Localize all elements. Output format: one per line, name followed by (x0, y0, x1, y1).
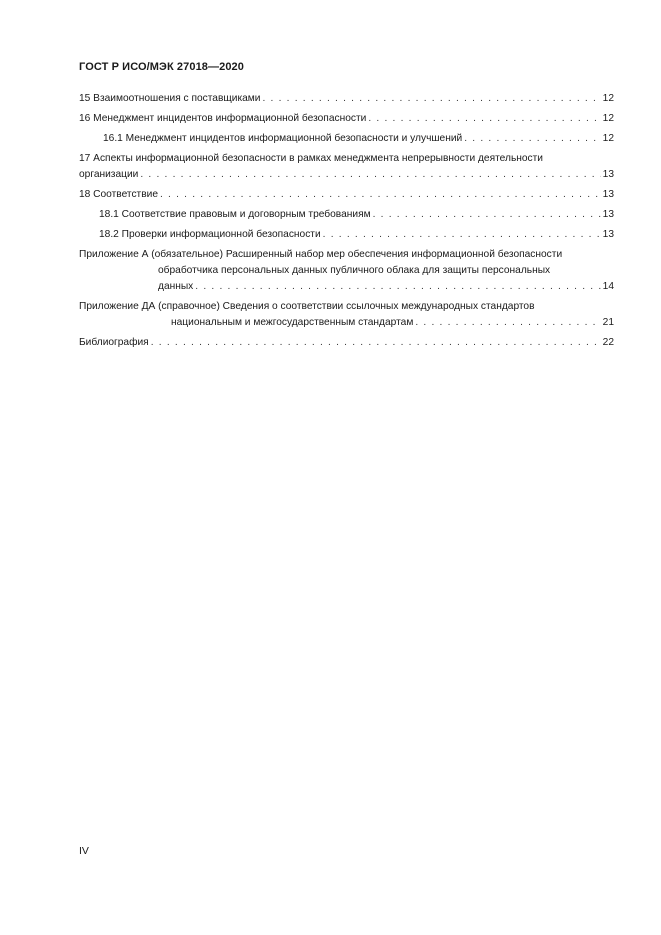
toc-entry (79, 111, 614, 127)
toc-entry-page: 13 (602, 229, 614, 240)
toc-entry-title: 17 Аспекты информационной безопасности в рамках менеджмента непрерывности деятельности (79, 153, 543, 164)
toc-entry-page: 14 (602, 281, 614, 292)
toc-entry (79, 207, 614, 223)
dot-leader (464, 131, 600, 147)
toc-entry-title: 18.2 Проверки информационной безопасности (99, 229, 321, 240)
toc-entry-page: 13 (602, 169, 614, 180)
dot-leader (151, 335, 601, 351)
table-of-contents (79, 91, 614, 355)
toc-entry-title: 18.1 Соответствие правовым и договорным требованиям (99, 209, 371, 220)
toc-entry-title: Приложение А (обязательное) Расширенный набор мер обеспечения информационной безопасности (79, 249, 563, 260)
toc-entry-title: 18 Соответствие (79, 189, 158, 200)
dot-leader (415, 315, 600, 331)
toc-entry-title: Приложение ДА (справочное) Сведения о соответствии ссылочных международных стандартов (79, 301, 535, 312)
toc-entry (79, 227, 614, 243)
toc-entry-title: 16 Менеджмент инцидентов информационной безопасности (79, 113, 367, 124)
toc-entry (79, 335, 614, 351)
toc-entry-page: 13 (602, 209, 614, 220)
toc-entry-title: данных (158, 281, 194, 292)
toc-entry-title: обработчика персональных данных публичного облака для защиты персональных (158, 265, 551, 276)
toc-entry (79, 131, 614, 147)
toc-entry (79, 91, 614, 107)
toc-entry-title: 15 Взаимоотношения с поставщиками (79, 93, 261, 104)
toc-entry (79, 247, 614, 295)
toc-entry-title: Библиография (79, 337, 149, 348)
dot-leader (195, 279, 600, 295)
dot-leader (160, 187, 601, 203)
dot-leader (373, 207, 601, 223)
page-number: IV (79, 845, 89, 857)
toc-entry-title: национальным и межгосударственным стандартам (171, 317, 414, 328)
toc-entry (79, 187, 614, 203)
page-title: ГОСТ Р ИСО/МЭК 27018—2020 (79, 61, 244, 73)
toc-entry-page: 12 (602, 133, 614, 144)
toc-entry-title: 16.1 Менеджмент инцидентов информационной безопасности и улучшений (103, 133, 463, 144)
dot-leader (323, 227, 601, 243)
toc-entry-page: 21 (602, 317, 614, 328)
toc-entry-page: 12 (602, 113, 614, 124)
dot-leader (140, 167, 600, 183)
dot-leader (263, 91, 601, 107)
toc-entry-title: организации (79, 169, 139, 180)
toc-entry (79, 299, 614, 331)
toc-entry-page: 13 (602, 189, 614, 200)
toc-entry (79, 151, 614, 183)
toc-entry-page: 12 (602, 93, 614, 104)
dot-leader (368, 111, 600, 127)
toc-entry-page: 22 (602, 337, 614, 348)
